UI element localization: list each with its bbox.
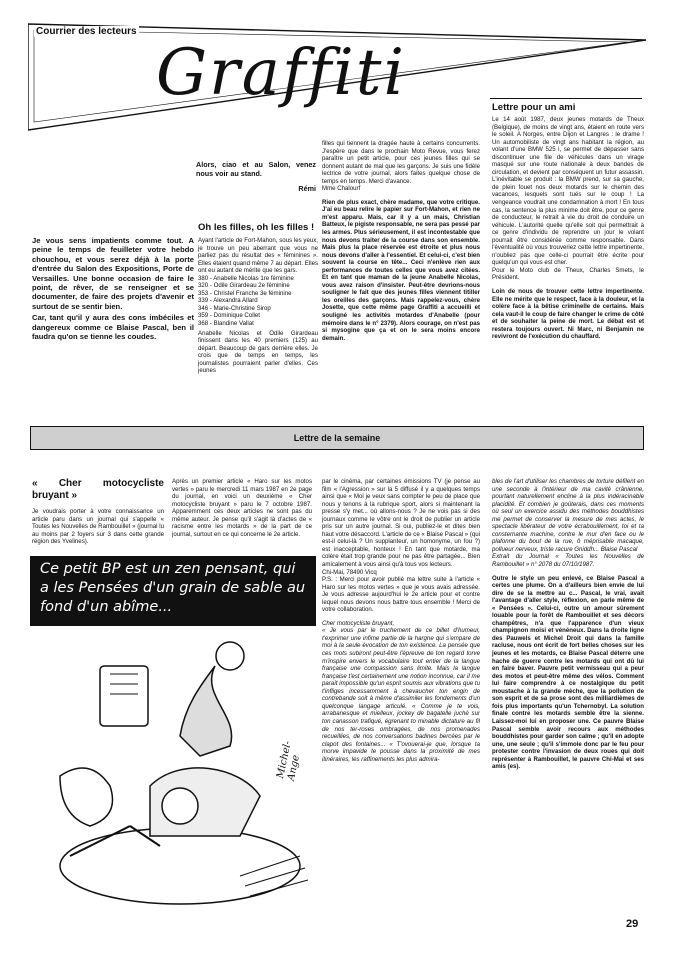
filles-result: 353 - Christel Franche 3e féminine [198,289,292,297]
filles-title: Oh les filles, oh les filles ! [198,222,315,233]
motocycliste-intro [32,478,164,554]
ami-reply: Loin de nous de trouver cette lettre impertinente. Elle ne mérite que le respect, face à la douleur, et la colère face à la bêtise criminelle de certains. Mais cela vaut-il le coup de faire changer le crime de côté et de souhaiter la peine de mort. Le débat est et restera toujours ouvert. Ni Marc, ni Benjamin ne revivront de l'exécution du chauffard. [492,288,644,341]
cartoon-signature: Michel-Ange [275,740,302,782]
ami-text: Le 14 août 1987, deux jeunes motards de Theux (Belgique), de moins de vingt ans, étaient en route vers le soleil. A Norges, entre Dijon et Langres : le drame ! Un automobiliste de vingt ans habitant la région, au volant d'une BMW 525 i, se permet de dépasser sans discontinuer une file de véhicules dans un virage masqué sur une route nationale à deux bandes de circulation, et devient par conséquent un futur assassin. L'inévitable se produit : la BMW prend, sur sa gauche, de plein fouet nos deux motards sur le chemin des vacances, lesquels sont tués sur le coup ! La vengeance voudrait une condamnation à mort ! En tous cas, la sentence la plus minime doit être, pour ce genre de conducteur, le retrait à vie du droit de conduire un véhicule. L'autorité quelle qu'elle soit qui permettrait à ce genre d'individu de reprendre un jour le volant pourrait être considérée comme responsable. Dans l'éventualité où vous trouveriez cette lettre impertinente, n'oubliez pas que celle-ci pourrait être écrite pour quelqu'un qui vous est cher. [492,116,644,267]
filles-result: 346 - Marie-Christine Sirop [198,304,271,312]
signoff-line: Alors, ciao et au Salon, venez nous voir au stand. [196,160,316,178]
ami-title: Lettre pour un ami [492,102,576,113]
col3-quote: « Je vous par le truchement de ce billet d'humeur, t'exprimer une infime partie de la hargne qui s'empare de moi à la seule évocation de ton existence. La pensée que ces mots subiront peut-être l'épreuve de ton regard torve m'inspire envers le vocabulaire tout entier de la langue française une compassion sans limite. Mais la langue française t'est certainement une notion inconnue, car il me paraît impossible qu'un esprit soumis aux vibrations que tu t'infliges incessamment à chevaucher ton engin de contrebande soit à même d'assimiler les fondements d'un quelconque langage articulé. « Comme je te vois, arrabanesque et mielleux, jockey de bagatelle juché sur ton canasson trafiqué, égrenant to minable dictature au fil de nos ter-roses ombragées, de nos promenades recueillies, de nos conversations badines bercées par le clapot des fontaines... « T'ovouerai-je que, lorsque ta morve impavide te pousse dans la proximité de mes itinéraires, les raffinements les plus admira- [322,627,480,763]
intro-text-2: Car, tant qu'il y aura des cons imbéciles et dangereux comme ce Blaise Pascal, ben il faudra qu'on se tienne les coudes. [32,313,194,342]
col3-text: par le cinéma, par certaines émissions TV (je pense au film « l'Agression » sur la 5 diffusé il y a quelques temps ainsi que « Moi je veux sans compter le peu de place que nous y tenons à la rubrique sport, alors si maintenant la presse s'y met... où allons-nous ? Je ne vois pas si des journaux comme le vôtre ont le droit de publier un article pris sur un autre journal. Si oui, publiez-le et dites bien haut votre désaccord. L'article de ce « Blaise Pascal » (qui est-il celui-là ? Un supplanteur, un homonyme, un fou ?) est inacceptable, honteux ! En tant que motarde, ma colère était trop grande pour ne pas être partagée... Bien amicalement à vous ainsi qu'à tous vos lecteurs. [322,478,480,569]
col4-reply: Outre le style un peu enlevé, ce Blaise Pascal a certes une plume. On a d'ailleurs bien envie de lui dire de se la mettre au c... Pascal, le vrai, avait l'avantage d'aller style, réflexion, en parle même de « Pensées ». Celui-ci, outre un amour sûrement louable pour la forêt de Rambouillet et ses décors champêtres, n'a que l'apparence d'un vieux champignon moisi et vénéneux. Dans la droite ligne des Pauwels et Michel Droit qui dans la famille racluse, nous ont écrit de fort belles choses sur les jeunes et les motards, ce Blaise Pascal déterre une hache de guerre contre les motards qui ont dû lui en faire baver. Pauvre petit vermisseau qui a peur des motos et peut-être même des vélos. Comment lui faire comprendre à ce nostalgique du petit moustache à la grande mèche, que la pollution de son esprit et de sa prose sont des milliardièmes de fois plus importants qu'un Tchernobyl. La solution finale contre les motards semble être la sienne. Laissez-moi lui en proposer une. Ce pauvre Blaise Pascal semble avoir recours aux méthodes bouddhistes pour garder son calme ; qu'il en adopte une, une seule ; qu'il s'immole donc par le feu pour protester contre l'invasion de deux roues qui doit représenter à Rambouillet, le pauvre Chi-Mai et ses amis (es). [492,574,644,771]
col4-quote: bles de l'art d'utiliser les chambres de torture défilent en une seconde à l'intérieur de ma cavité crânienne, pourtant naturellement encline à la plus indéracinable placidité. Et combien je goûterais, dans ces moments où seul un exercice assidu des méthodes bouddhistes me permet de conserver la mesure de mes actes, le spectacle libérateur de votre écrabouillement, toi et ta consternante machine, contre le mur d'en face ou le plafonne du bout de la rue, ô méprisable macaque, pollueur nerveux, triste racure Gniddh... Blaise Pascal [492,478,644,553]
intro-text: Je vous sens impatients comme tout. A peine le temps de feuilleter votre hebdo chouchou, et vous serez déjà à la porte d'entrée du Salon des Expositions, Porte de Versailles. Une bonne occasion de faire le point, de rêver, de se renseigner et se documenter, de faire des projets d'avenir et surtout de se sentir bien. [32,236,194,311]
filles-reply: Rien de plus exact, chère madame, que votre critique. J'ai eu beau relire le papier sur Fort-Mahon, et rien ne m'est apparu. Mais, car il y a un mais, Christian Batteux, le pigiste responsable, ne sera pas pessé par les armes. Plus sérieusement, il est incontestable que nous devons traiter de la course dans son ensemble. Mais plus la place réservée est étroite et plus nous nous devons d'aller à l'essentiel. Et celui-ci, c'est bien souvent la course en tête... Ceci n'enlève rien aux performances de toutes celles que vous avez citées. Et en tant que maman de la jeune Anabelle Nicolas, vous avez raison d'insister. Peut-être devrions-nous souligner le fait que des jeunes filles viennent titiller les oreilles des garçons. Mais rappelez-vous, chère Josette, que cette même page Graffiti a accueilli et souligné les activités motardes d'Anabelle (pour mémoire dans le n° 2379). Alors courage, on n'est pas si mysogine que ça et on le sera moins encore demain. [322,198,480,342]
filles-result: 368 - Blandine Vallat [198,320,254,328]
article-column-3 [322,478,480,910]
col2-text: Après un premier article « Haro sur les motos vertes » paru le mercredi 11 mars 1987 en 2e page du journal, en voici un deuxième « Cher motocycliste bruyant » paru le 7 octobre 1987. Apparemment ces deux articles ne sont pas du même auteur. Je pense qu'il s'agit là d'actes de « racisme entre les motards » de la part de ce journal, surtout en ce qui concerne le 2e article. [172,478,312,538]
col4-source: Extrait du Journal « Toutes les Nouvelles de Rambouillet » n° 2078 du 07/10/1987. [492,553,644,569]
header-title: Graffiti [156,36,406,110]
article-column-2 [172,478,312,550]
filles-result: 380 - Anabelle Nicolas 1re féminine [198,274,294,282]
col3-ps: P.S. : Merci pour avoir publié ma lettre suite à l'article « Haro sur les motos vertes » que je vous avais adressée. Je vous adresse aujourd'hui le 2e article pour et contre lequel nous devons nous battre tous ensemble ! Merci de votre collaboration. [322,576,480,614]
ami-letter [492,102,644,460]
cartoon [30,556,316,914]
filles-result: 339 - Alexandra Allard [198,297,258,305]
filles-result: 359 - Dominique Collet [198,312,260,320]
page-number: 29 [626,918,639,930]
col3-signature: Chi-Mai, 78490 Vicq [322,568,377,576]
header-label: Courrier des lecteurs [36,26,137,37]
filles-cont-signature: Mme Chalourf [322,185,361,193]
filles-letter [198,222,318,460]
motocycliste-title: « Cher motocycliste bruyant » [32,478,164,501]
article-column-4 [492,478,644,910]
filles-result: 320 - Odile Girardeau 2e féminine [198,282,290,290]
cartoon-caption: Ce petit BP est un zen pensant, qui a les Pensées d'un grain de sable au fond d'un abîme... [40,561,306,615]
ami-signature: Pour le Moto club de Theux, Charles Smets, le Président. [492,266,644,282]
signoff-signature: Rémi [298,184,316,193]
semaine-bar [30,426,644,450]
filles-continued [322,140,480,462]
motocycliste-text: Je voudrais porter à votre connaissance un article paru dans un journal qui s'appelle « Toutes les Nouvelles de Rambouillet » (journal lu au moins par 2 foyers sur 3 dans cette grande région des Yvelines). [32,508,164,546]
filles-intro: Ayant l'article de Fort-Mahon, sous les yeux, je trouve un peu aberrant que vous ne parliez pas du résultat des « féminines ». Elles étaient quand même 7 au départ. Elles ont eu autant de mérite que les gars. [198,237,318,275]
cartoon-drawing [30,556,316,914]
signoff [196,160,316,218]
ami-top-rule [490,98,642,99]
semaine-title: Lettre de la semaine [293,433,381,443]
filles-outro: Anabelle Nicolas et Odile Girardeau finissent dans les 40 premiers (125) au départ. Beaucoup de gars derrière elles. Je crois que de temps en temps, les journalistes pourraient parler d'elles. Ces jeunes [198,329,318,375]
col3-quote-title: Cher motocycliste bruyant, [322,619,395,627]
filles-cont-text: filles qui tiennent la dragée haute à certains concurrents. J'espère que dans le prochain Moto Revue, vous ferez paraître un petit article, pour ces jeunes filles qui se donnent autant de mal que les garçons. Je suis une fidèle lectrice de votre journal, alors faites quelque chose de temps en temps. Merci d'avance. [322,140,480,185]
